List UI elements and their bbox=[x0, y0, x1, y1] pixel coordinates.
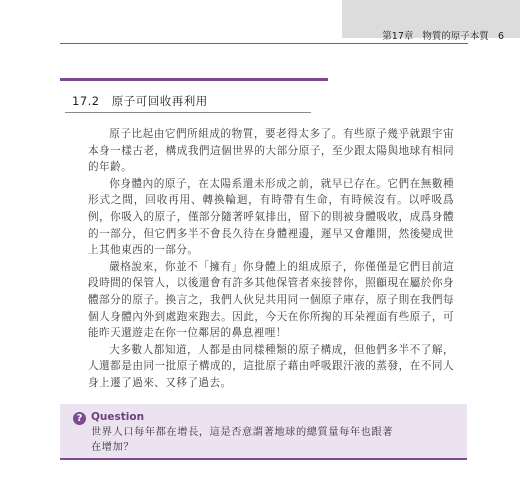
question-box bbox=[60, 404, 467, 460]
paragraph: 嚴格說來，你並不「擁有」你身體上的組成原子，你僅僅是它們目前這段時間的保管人，以後還會有許多其他保管者來接替你，照顧現在屬於你身體部分的原子。換言之，我們人伙兒共用同一個原子庫存，原子則在我們每個人身體內外到處跑來跑去。因此，今天在你所掬的耳朵裡面有些原子，可能昨天還遊走在你一位鄰居的鼻息裡哩！ bbox=[88, 260, 454, 340]
header-divider bbox=[60, 43, 468, 44]
page-number: 6 bbox=[497, 31, 504, 42]
section-number: 17.2 bbox=[72, 94, 100, 108]
chapter-title: 物質的原子本質 bbox=[422, 31, 489, 42]
paragraph: 大多數人都知道，人都是由同樣種類的原子構成，但他們多半不了解，人還都是由同一批原子構成的，這批原子藉由呼吸跟汗液的蒸發，在不同人身上遷了過來、又移了過去。 bbox=[88, 343, 454, 389]
section-accent-rule bbox=[60, 78, 328, 81]
body-text bbox=[88, 126, 454, 392]
chapter-number: 第17章 bbox=[382, 31, 414, 42]
paragraph: 你身體內的原子，在太陽系還未形成之前，就早已存在。它們在無數種形式之間，回收再用、轉換輪迴，有時帶有生命，有時候沒有。以呼吸爲例，你吸入的原子，僅部分隨著呼氣排出，留下的則被身體吸收，成爲身體的一部分，但它們多半不會長久待在身體裡邊，遲早又會離開，然後變成世上其他東西的一部分。 bbox=[88, 177, 454, 257]
section-title: 原子可回收再利用 bbox=[111, 94, 208, 108]
question-mark-icon: ? bbox=[73, 412, 86, 425]
question-text: 世界人口每年都在增長，這是否意謂著地球的總質量每年也跟著在增加？ bbox=[91, 427, 394, 453]
section-heading bbox=[72, 93, 208, 109]
running-header bbox=[376, 28, 504, 42]
section-underline bbox=[65, 112, 311, 113]
question-label: Question bbox=[91, 411, 145, 423]
paragraph: 原子比起由它們所組成的物質，要老得太多了。有些原子幾乎就跟宇宙本身一樣古老，構成我們這個世界的大部分原子，至少跟太陽與地球有相同的年齡。 bbox=[88, 128, 454, 174]
